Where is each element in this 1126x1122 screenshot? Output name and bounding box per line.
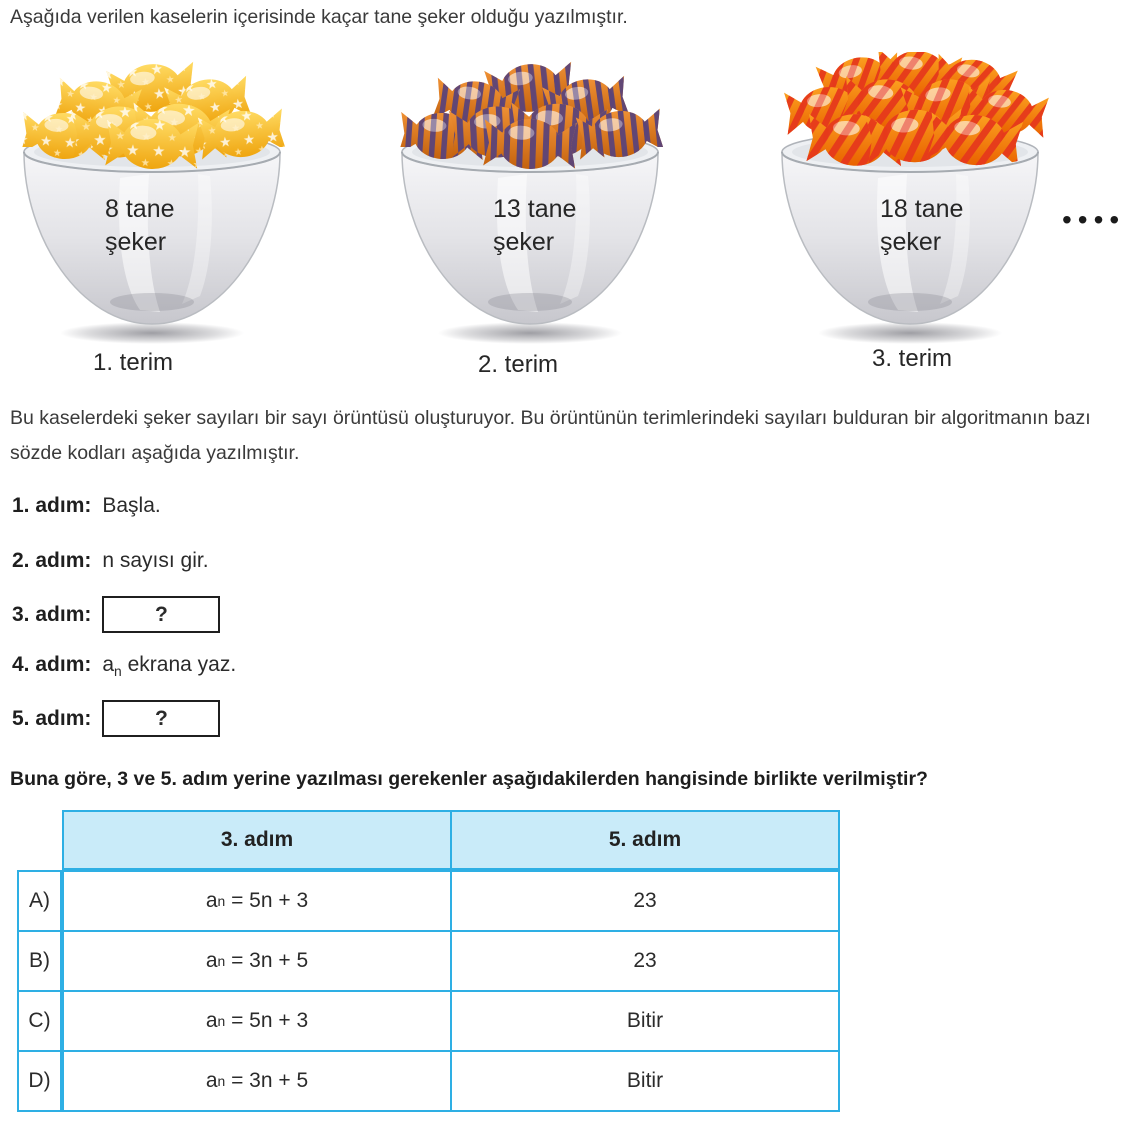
option-b-step3: a n = 3n + 5 [64,932,452,990]
problem-description: Bu kaselerdeki şeker sayıları bir sayı örüntüsü oluşturuyor. Bu örüntünün terimlerindeki sayıları bulduran bir algoritmanın bazı sözde kodları aşağıda yazılmıştır. [10,407,1091,464]
bowl-1-candies [20,60,286,171]
bowl-3-count-label [880,193,963,259]
option-b-step5: 23 [633,949,657,972]
bowl-count-line: şeker [880,228,942,256]
bowl-2-candies [398,60,664,171]
option-row-b[interactable] [64,932,838,992]
answer-letter-column [17,870,62,1112]
term-2-caption: 2. terim [478,351,559,378]
step-1 [12,494,161,518]
option-d-step5: Bitir [626,1069,664,1092]
bowl-count-line: 18 tane [880,195,964,223]
bowl-count-line: şeker [105,228,167,256]
bowl-1-count-label [105,193,175,259]
bowl-count-line: şeker [493,228,555,256]
option-d-step3: a n = 3n + 5 [64,1052,452,1110]
step-2-text: n sayısı gir. [102,549,209,572]
question-mark: ? [154,706,168,730]
step-2 [12,549,209,573]
step-3-label: 3. adım: [12,602,92,626]
option-letter-c[interactable]: C) [19,992,60,1052]
option-row-d[interactable] [64,1052,838,1110]
option-letter-d[interactable]: D) [28,1069,51,1092]
bowl-2-count-label [493,193,576,259]
option-row-c[interactable] [64,992,838,1052]
step-3 [12,596,220,633]
step-2-label: 2. adım: [12,549,92,572]
step-1-text: Başla. [102,494,161,517]
bowl-count-line: 13 tane [493,195,577,223]
option-c-step3: a n = 5n + 3 [64,992,452,1050]
answer-table-body [62,870,840,1112]
question-mark: ? [154,602,168,626]
question-text: Buna göre, 3 ve 5. adım yerine yazılması gerekenler aşağıdakilerden hangisinde birlikte verilmiştir? [10,768,928,790]
continuation-dots: •••• [1062,204,1126,235]
term-1-caption: 1. terim [93,349,174,376]
step-4-text: $a_n$ ekrana yaz. [102,653,237,680]
step-3-placeholder-box [102,596,220,633]
option-a-step3: a n = 5n + 3 [64,872,452,930]
term-3-caption: 3. terim [872,345,953,372]
column-header-step5: 5. adım [608,828,682,851]
step-4-label: 4. adım: [12,653,92,676]
option-a-step5: 23 [633,889,657,912]
step-5 [12,700,220,737]
option-letter-b[interactable]: B) [19,932,60,992]
option-row-a[interactable] [64,872,838,932]
step-5-label: 5. adım: [12,706,92,730]
column-header-step3: 3. adım [64,812,452,868]
step-5-placeholder-box [102,700,220,737]
bowl-count-line: 8 tane [105,195,175,223]
answer-table-header [62,810,840,870]
option-c-step5: Bitir [626,1009,664,1032]
step-1-label: 1. adım: [12,494,92,517]
option-letter-a[interactable]: A) [19,872,60,932]
intro-text: Aşağıda verilen kaselerin içerisinde kaçar tane şeker olduğu yazılmıştır. [10,6,628,28]
step-4 [12,653,237,680]
